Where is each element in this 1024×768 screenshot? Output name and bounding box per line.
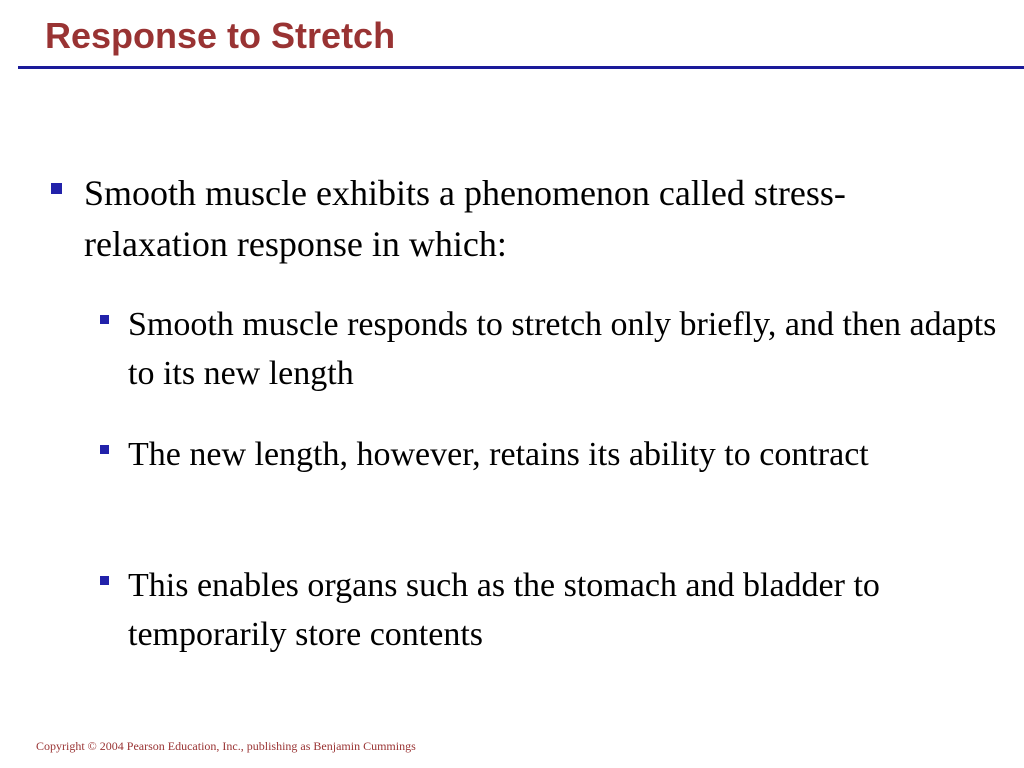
sub-bullet-3 xyxy=(97,561,997,659)
square-bullet-icon xyxy=(100,315,109,324)
sub-bullet-text: Smooth muscle responds to stretch only briefly, and then adapts to its new length xyxy=(128,306,997,392)
slide-title: Response to Stretch xyxy=(45,15,396,56)
square-bullet-icon xyxy=(100,445,109,454)
sub-bullet-1 xyxy=(97,300,997,398)
sub-bullet-2 xyxy=(97,430,997,479)
title-divider xyxy=(18,66,1024,69)
sub-bullet-text: This enables organs such as the stomach and bladder to temporarily store contents xyxy=(128,567,880,653)
sub-bullet-text: The new length, however, retains its ability to contract xyxy=(128,436,869,473)
main-bullet-text: Smooth muscle exhibits a phenomenon called stress-relaxation response in which: xyxy=(84,173,846,264)
main-bullet xyxy=(47,168,907,270)
copyright-footer: Copyright © 2004 Pearson Education, Inc., publishing as Benjamin Cummings xyxy=(36,739,416,753)
square-bullet-icon xyxy=(100,576,109,585)
square-bullet-icon xyxy=(51,183,62,194)
